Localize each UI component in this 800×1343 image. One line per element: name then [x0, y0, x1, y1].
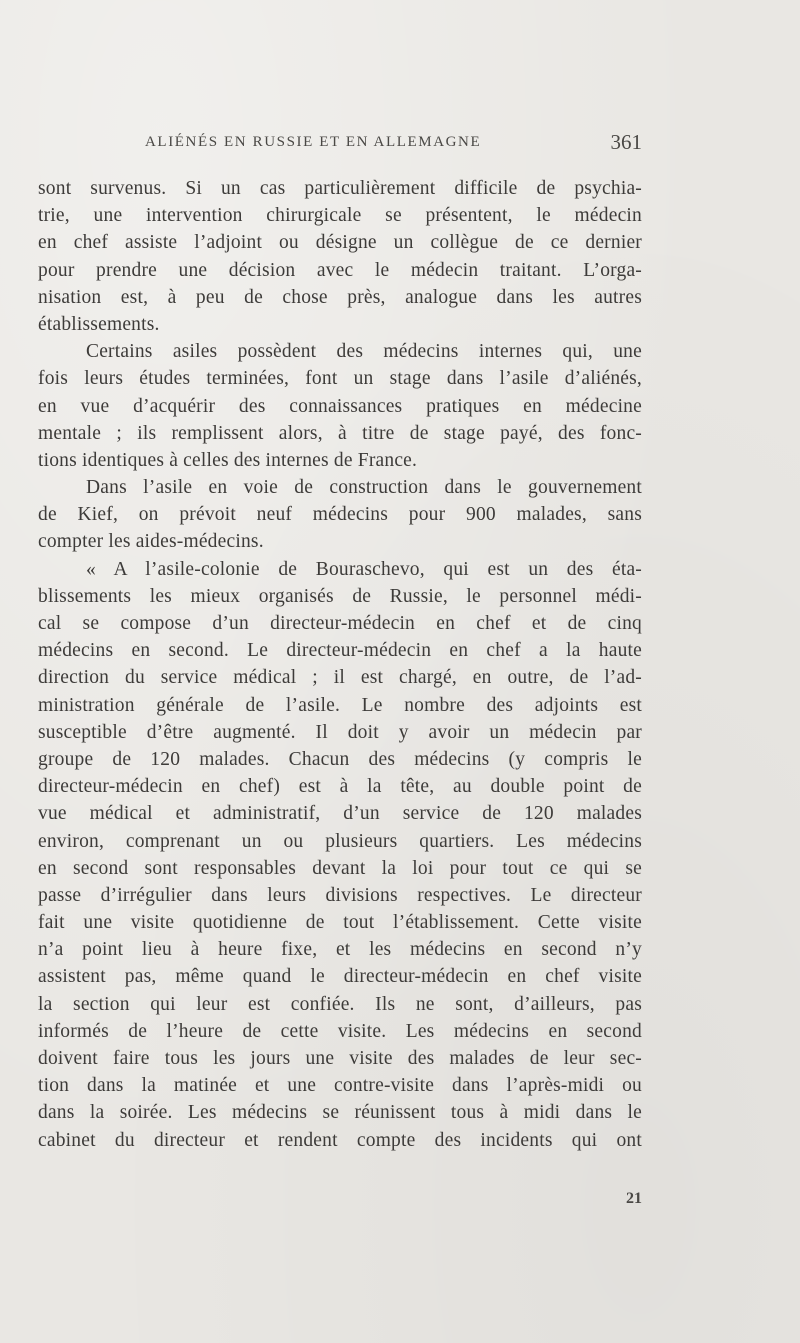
text-line: « A l’asile-colonie de Bouraschevo, qui est un des éta- [86, 558, 642, 580]
text-line: n’a point lieu à heure fixe, et les médecins en second n’y [38, 939, 642, 961]
text-line: en chef assiste l’adjoint ou désigne un collègue de ce dernier [38, 232, 642, 254]
text-line: mentale ; ils remplissent alors, à titre de stage payé, des fonc- [38, 422, 642, 444]
text-line: en vue d’acquérir des connaissances pratiques en médecine [38, 395, 642, 417]
text-line: dans la soirée. Les médecins se réunissent tous à midi dans le [38, 1102, 642, 1124]
text-line: groupe de 120 malades. Chacun des médecins (y compris le [38, 748, 642, 770]
text-line: nisation est, à peu de chose près, analogue dans les autres [38, 286, 642, 308]
text-line: trie, une intervention chirurgicale se présentent, le médecin [38, 205, 642, 227]
text-line: compter les aides-médecins. [38, 531, 264, 553]
text-line: médecins en second. Le directeur-médecin en chef a la haute [38, 640, 642, 662]
text-line: informés de l’heure de cette visite. Les médecins en second [38, 1020, 642, 1042]
text-line: tions identiques à celles des internes de France. [38, 449, 418, 471]
text-line: cal se compose d’un directeur-médecin en chef et de cinq [38, 613, 642, 634]
text-line: tion dans la matinée et une contre-visite dans l’après-midi ou [38, 1075, 642, 1097]
text-line: passe d’irrégulier dans leurs divisions respectives. Le directeur [38, 884, 642, 906]
text-line: susceptible d’être augmenté. Il doit y avoir un médecin par [38, 721, 642, 743]
text-line: la section qui leur est confiée. Ils ne sont, d’ailleurs, pas [38, 993, 642, 1015]
text-line: environ, comprenant un ou plusieurs quartiers. Les médecins [38, 830, 642, 852]
running-title: ALIÉNÉS EN RUSSIE ET EN ALLEMAGNE [145, 134, 482, 150]
text-line: blissements les mieux organisés de Russie, le personnel médi- [38, 585, 642, 607]
text-line: sont survenus. Si un cas particulièrement difficile de psychia- [38, 178, 642, 199]
running-head [38, 130, 642, 158]
page-number: 361 [610, 130, 642, 154]
text-line: cabinet du directeur et rendent compte des incidents qui ont [38, 1129, 642, 1151]
text-line: Certains asiles possèdent des médecins internes qui, une [86, 341, 642, 363]
text-line: doivent faire tous les jours une visite des malades de leur sec- [38, 1048, 642, 1069]
text-line: fait une visite quotidienne de tout l’établissement. Cette visite [38, 912, 642, 934]
text-line: de Kief, on prévoit neuf médecins pour 900 malades, sans [38, 504, 642, 526]
text-line: vue médical et administratif, d’un service de 120 malades [38, 803, 642, 825]
text-line: directeur-médecin en chef) est à la tête, au double point de [38, 776, 642, 798]
text-line: direction du service médical ; il est chargé, en outre, de l’ad- [38, 667, 642, 689]
text-line: ministration générale de l’asile. Le nombre des adjoints est [38, 694, 642, 716]
text-line: Dans l’asile en voie de construction dans le gouvernement [86, 477, 642, 499]
text-line: pour prendre une décision avec le médecin traitant. L’orga- [38, 259, 642, 281]
text-line: fois leurs études terminées, font un stage dans l’asile d’aliénés, [38, 368, 642, 390]
signature-mark: 21 [626, 1190, 642, 1207]
body-text [38, 175, 642, 1154]
text-line: en second sont responsables devant la loi pour tout ce qui se [38, 857, 642, 879]
text-line: assistent pas, même quand le directeur-médecin en chef visite [38, 966, 642, 988]
text-line: établissements. [38, 313, 160, 335]
